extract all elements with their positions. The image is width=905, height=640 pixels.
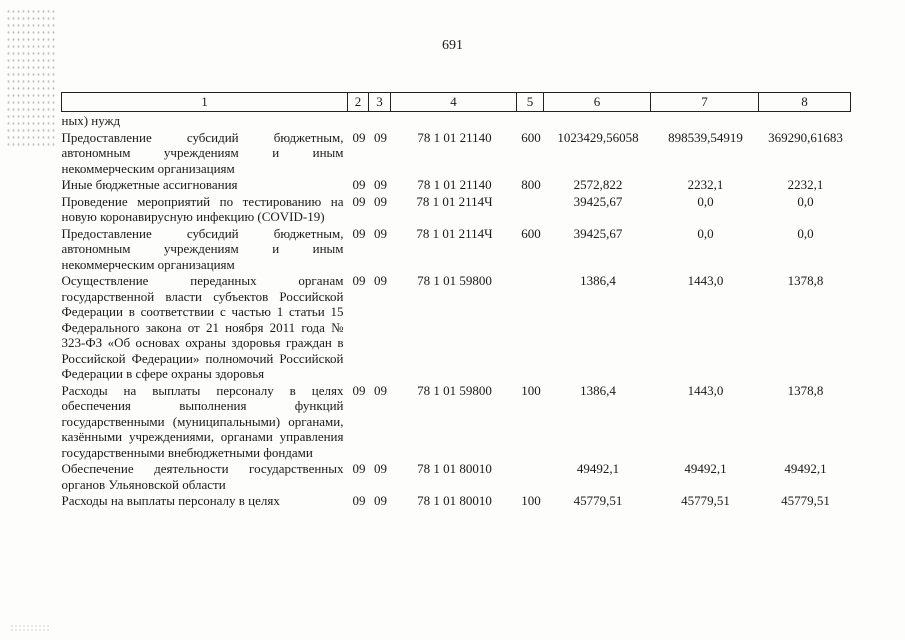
row-description: Предоставление субсидий бюджетным, автономным учреждениям и иным некоммерческим организациям (61, 129, 344, 176)
target-article-code: 78 1 01 2114Ч (416, 193, 493, 209)
section-code: 09 (352, 461, 366, 476)
row-description: Проведение мероприятий по тестированию на новую коронавирусную инфекцию (COVID-19) (61, 193, 344, 224)
row-description: Расходы на выплаты персоналу в целях обеспечения выполнения функций государственными (муниципальными) органами, казёнными учреждениями, органами управления государственными внебюджетными фондами (61, 382, 344, 460)
amount-col-8: 1378,8 (787, 273, 824, 288)
amount-col-7: 0,0 (697, 193, 714, 209)
column-header: 2 (348, 93, 369, 112)
amount-col-7: 1443,0 (687, 382, 724, 398)
column-header: 5 (517, 93, 544, 112)
target-article-code: 78 1 01 80010 (417, 461, 492, 476)
expense-type-code: 600 (521, 225, 541, 241)
subsection-code (369, 112, 391, 129)
table-row (62, 193, 851, 225)
amount-col-8: 369290,61683 (768, 129, 843, 145)
amount-col-7: 1443,0 (687, 273, 724, 288)
table-row (62, 272, 851, 382)
table-row (62, 382, 851, 461)
expense-type-code: 100 (521, 382, 541, 398)
scan-noise (6, 8, 56, 148)
section-code: 09 (352, 225, 366, 241)
expense-type-code: 800 (521, 177, 541, 192)
expense-type-code (517, 112, 544, 129)
table-row (62, 492, 851, 509)
row-description: Предоставление субсидий бюджетным, автономным учреждениям и иным некоммерческим организациям (61, 225, 344, 272)
amount-col-6: 1023429,56058 (557, 129, 639, 145)
subsection-code: 09 (374, 225, 387, 241)
subsection-code: 09 (374, 193, 387, 209)
amount-col-6: 49492,1 (576, 461, 620, 476)
row-description: Обеспечение деятельности государственных органов Ульяновской области (61, 461, 344, 492)
target-article-code: 78 1 01 59800 (417, 273, 492, 288)
subsection-code: 09 (374, 273, 387, 288)
section-code: 09 (352, 273, 366, 288)
amount-col-6: 39425,67 (573, 225, 623, 241)
page-number: 691 (442, 38, 463, 53)
column-header: 7 (651, 93, 759, 112)
column-header: 1 (62, 93, 348, 112)
amount-col-7: 2232,1 (687, 177, 724, 192)
subsection-code: 09 (374, 177, 387, 192)
amount-col-8: 0,0 (797, 225, 814, 241)
target-article-code: 78 1 01 2114Ч (416, 225, 493, 241)
target-article-code: 78 1 01 21140 (417, 129, 492, 145)
subsection-code: 09 (374, 461, 387, 476)
target-article-code (391, 112, 517, 129)
amount-col-8: 2232,1 (787, 177, 824, 192)
column-header: 3 (369, 93, 391, 112)
amount-col-8: 49492,1 (784, 461, 827, 476)
scan-noise (10, 624, 50, 632)
amount-col-7 (651, 112, 759, 129)
table-row (62, 129, 851, 177)
amount-col-8: 45779,51 (781, 493, 830, 508)
row-description: ных) нужд (61, 113, 121, 128)
section-code: 09 (352, 193, 366, 209)
subsection-code: 09 (374, 382, 387, 398)
table-row (62, 460, 851, 492)
expense-type-code: 100 (521, 493, 541, 508)
amount-col-8 (759, 112, 851, 129)
row-description: Осуществление переданных органам государственной власти субъектов Российской Федерации в соответствии с частью 1 статьи 15 Федерального закона от 21 ноября 2011 года № 323-ФЗ «Об основах охраны здоровья граждан в Российской Федерации» полномочий Российской Федерации в сфере охраны здоровья (61, 273, 344, 381)
amount-col-6: 1386,4 (580, 273, 616, 288)
section-code: 09 (352, 177, 366, 192)
section-code: 09 (352, 382, 366, 398)
expense-type-code (517, 193, 544, 225)
column-header: 6 (544, 93, 651, 112)
amount-col-8: 1378,8 (787, 382, 824, 398)
target-article-code: 78 1 01 59800 (417, 382, 492, 398)
amount-col-7: 49492,1 (684, 461, 727, 476)
section-code (348, 112, 369, 129)
target-article-code: 78 1 01 80010 (417, 493, 492, 508)
amount-col-6: 45779,51 (573, 493, 623, 508)
column-header: 4 (391, 93, 517, 112)
section-code: 09 (352, 129, 366, 145)
amount-col-6: 1386,4 (580, 382, 616, 398)
table-row (62, 176, 851, 193)
budget-table (61, 92, 851, 509)
subsection-code: 09 (374, 493, 387, 508)
table-body (62, 112, 851, 509)
section-code: 09 (352, 493, 366, 508)
expense-type-code (517, 272, 544, 382)
row-description: Расходы на выплаты персоналу в целях (61, 493, 280, 508)
amount-col-6: 39425,67 (573, 193, 623, 209)
subsection-code: 09 (374, 129, 387, 145)
table-header-row (62, 93, 851, 112)
expense-type-code (517, 460, 544, 492)
row-description: Иные бюджетные ассигнования (61, 177, 238, 192)
table-row (62, 225, 851, 273)
amount-col-6 (544, 112, 651, 129)
amount-col-7: 0,0 (697, 225, 714, 241)
table-row (62, 112, 851, 129)
target-article-code: 78 1 01 21140 (417, 177, 492, 192)
amount-col-8: 0,0 (797, 193, 814, 209)
expense-type-code: 600 (521, 129, 541, 145)
amount-col-6: 2572,822 (573, 177, 623, 192)
column-header: 8 (759, 93, 851, 112)
amount-col-7: 45779,51 (681, 493, 730, 508)
amount-col-7: 898539,54919 (668, 129, 743, 145)
